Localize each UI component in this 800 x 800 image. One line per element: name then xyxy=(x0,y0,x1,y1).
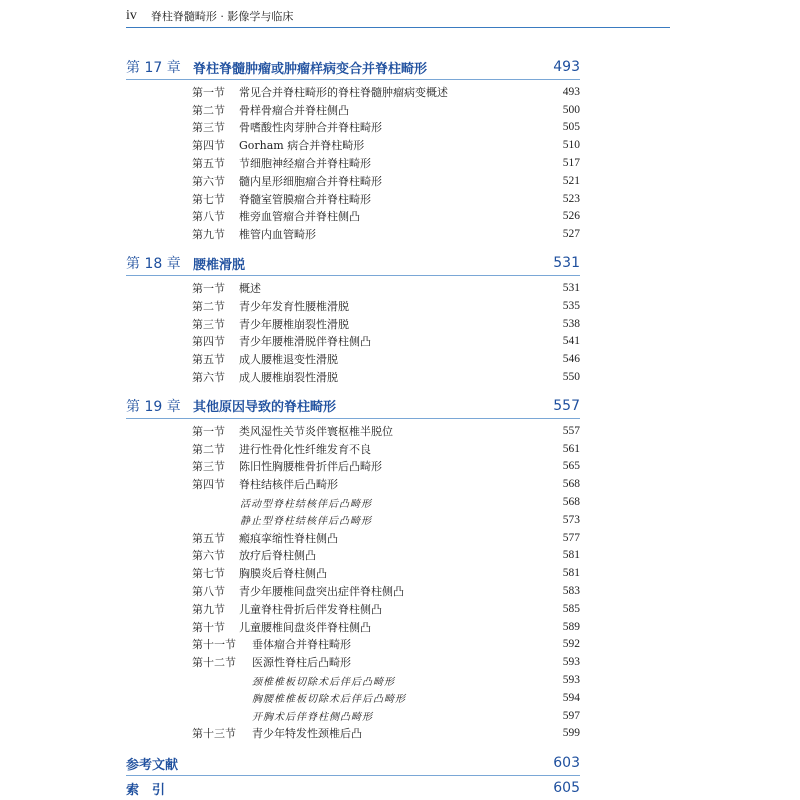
chapter-number: 第 18 章 xyxy=(126,256,181,273)
section-entry[interactable] xyxy=(126,422,580,440)
section-page: 581 xyxy=(562,567,580,580)
section-page: 527 xyxy=(562,228,580,241)
section-number: 第六节 xyxy=(192,371,225,385)
index-heading[interactable] xyxy=(126,776,580,800)
section-page: 565 xyxy=(562,460,580,473)
section-number: 第一节 xyxy=(192,282,225,296)
section-number: 第八节 xyxy=(192,210,225,224)
chapter-number: 第 19 章 xyxy=(126,398,181,415)
section-number: 第九节 xyxy=(192,228,225,242)
subsection-entry[interactable] xyxy=(126,511,580,529)
index-title: 索 引 xyxy=(126,782,166,798)
section-number: 第十三节 xyxy=(192,727,236,741)
section-title: 类风湿性关节炎伴寰枢椎半脱位 xyxy=(239,424,393,438)
section-title: 骨嗜酸性肉芽肿合并脊柱畸形 xyxy=(239,121,382,135)
section-number: 第二节 xyxy=(192,103,225,117)
section-title: 青少年腰椎滑脱伴脊柱侧凸 xyxy=(239,335,371,349)
section-title: 胸膜炎后脊柱侧凸 xyxy=(239,567,327,581)
section-entry[interactable] xyxy=(126,350,580,368)
chapter-number: 第 17 章 xyxy=(126,60,181,76)
section-page: 517 xyxy=(562,157,580,170)
section-page: 583 xyxy=(562,585,580,598)
chapter-heading[interactable] xyxy=(126,252,580,274)
section-number: 第一节 xyxy=(192,85,225,99)
section-title: 青少年特发性颈椎后凸 xyxy=(252,727,362,741)
references-page: 603 xyxy=(553,755,580,772)
section-entry[interactable] xyxy=(126,315,580,333)
section-title: 脊柱结核伴后凸畸形 xyxy=(239,478,338,492)
section-page: 531 xyxy=(562,282,580,295)
section-entry[interactable] xyxy=(126,190,580,208)
subsection-title: 胸腰椎椎板切除术后伴后凸畸形 xyxy=(252,694,406,706)
section-entry[interactable] xyxy=(126,547,580,565)
section-title: 青少年发育性腰椎滑脱 xyxy=(239,299,349,313)
section-number: 第六节 xyxy=(192,549,225,563)
references-title: 参考文献 xyxy=(126,757,179,773)
chapter-page: 531 xyxy=(553,255,580,272)
subsection-entry[interactable] xyxy=(126,707,580,725)
section-number: 第三节 xyxy=(192,317,225,331)
section-page: 526 xyxy=(562,210,580,223)
table-of-contents xyxy=(126,56,580,800)
section-page: 577 xyxy=(562,531,580,544)
section-number: 第九节 xyxy=(192,602,225,616)
chapter-title: 脊柱脊髓肿瘤或肿瘤样病变合并脊柱畸形 xyxy=(193,61,428,77)
subsection-page: 593 xyxy=(562,674,580,686)
section-title: 儿童脊柱骨折后伴发脊柱侧凸 xyxy=(239,602,382,616)
section-number: 第十二节 xyxy=(192,656,236,670)
subsection-page: 594 xyxy=(562,691,580,704)
section-title: 青少年腰椎间盘突出症伴脊柱侧凸 xyxy=(239,585,404,599)
section-page: 546 xyxy=(562,353,580,366)
section-title: Gorham 病合并脊柱畸形 xyxy=(239,139,365,153)
section-page: 592 xyxy=(562,638,580,651)
subsection-page: 573 xyxy=(562,513,580,526)
section-page: 550 xyxy=(562,371,580,384)
chapter-rule xyxy=(126,275,580,276)
section-page: 538 xyxy=(562,317,580,330)
section-page: 593 xyxy=(562,656,580,669)
section-page: 521 xyxy=(562,174,580,187)
section-title: 椎旁血管瘤合并脊柱侧凸 xyxy=(239,210,360,224)
index-page: 605 xyxy=(553,780,580,797)
subsection-entry[interactable] xyxy=(126,671,580,689)
section-page: 541 xyxy=(562,335,580,348)
chapter-rule xyxy=(126,79,580,80)
section-entry[interactable] xyxy=(126,440,580,458)
section-title: 成人腰椎崩裂性滑脱 xyxy=(239,371,338,385)
section-number: 第七节 xyxy=(192,192,225,206)
chapter-rule xyxy=(126,418,580,419)
section-entry[interactable] xyxy=(126,333,580,351)
page-number-roman: iv xyxy=(126,8,137,23)
section-entry[interactable] xyxy=(126,297,580,315)
chapter-heading[interactable] xyxy=(126,56,580,78)
section-page: 510 xyxy=(562,139,580,152)
section-entry[interactable] xyxy=(126,618,580,636)
chapter-title: 其他原因导致的脊柱畸形 xyxy=(193,400,337,416)
section-entry[interactable] xyxy=(126,458,580,476)
section-title: 医源性脊柱后凸畸形 xyxy=(252,656,351,670)
section-title: 椎管内血管畸形 xyxy=(239,228,316,242)
section-title: 节细胞神经瘤合并脊柱畸形 xyxy=(239,157,371,171)
section-entry[interactable] xyxy=(126,529,580,547)
running-header xyxy=(126,6,670,26)
section-title: 常见合并脊柱畸形的脊柱脊髓肿瘤病变概述 xyxy=(239,85,448,99)
section-title: 陈旧性胸腰椎骨折伴后凸畸形 xyxy=(239,460,382,474)
chapter-heading[interactable] xyxy=(126,395,580,417)
references-heading[interactable] xyxy=(126,751,580,775)
section-page: 535 xyxy=(562,299,580,312)
section-number: 第六节 xyxy=(192,174,225,188)
section-title: 垂体瘤合并脊柱畸形 xyxy=(252,638,351,652)
section-page: 561 xyxy=(562,442,580,455)
chapter-title: 腰椎滑脱 xyxy=(193,257,246,273)
section-page: 581 xyxy=(562,549,580,562)
section-number: 第十一节 xyxy=(192,638,236,652)
section-number: 第八节 xyxy=(192,585,225,599)
section-entry[interactable] xyxy=(126,136,580,154)
section-number: 第四节 xyxy=(192,139,225,153)
section-entry[interactable] xyxy=(126,636,580,654)
section-page: 599 xyxy=(562,727,580,740)
subsection-title: 活动型脊柱结核伴后凸畸形 xyxy=(240,498,372,510)
subsection-page: 568 xyxy=(562,496,580,509)
section-title: 成人腰椎退变性滑脱 xyxy=(239,353,338,367)
subsection-entry[interactable] xyxy=(126,493,580,511)
chapter-gap xyxy=(126,243,580,252)
book-title: 脊柱脊髓畸形 · 影像学与临床 xyxy=(150,10,294,23)
chapter-page: 493 xyxy=(553,59,580,75)
section-title: 进行性骨化性纤维发育不良 xyxy=(239,442,371,456)
subsection-entry[interactable] xyxy=(126,689,580,707)
section-entry[interactable] xyxy=(126,101,580,119)
section-number: 第一节 xyxy=(192,424,225,438)
subsection-title: 开胸术后伴脊柱侧凸畸形 xyxy=(252,712,373,724)
section-title: 放疗后脊柱侧凸 xyxy=(239,549,316,563)
section-title: 脊髓室管膜瘤合并脊柱畸形 xyxy=(239,192,371,206)
section-number: 第十节 xyxy=(192,620,225,634)
section-number: 第四节 xyxy=(192,478,225,492)
section-entry[interactable] xyxy=(126,225,580,243)
section-entry[interactable] xyxy=(126,119,580,137)
section-entry[interactable] xyxy=(126,475,580,493)
section-entry[interactable] xyxy=(126,582,580,600)
section-entry[interactable] xyxy=(126,653,580,671)
chapter-gap xyxy=(126,386,580,395)
subsection-page: 597 xyxy=(562,709,580,722)
section-entry[interactable] xyxy=(126,368,580,386)
section-entry[interactable] xyxy=(126,564,580,582)
section-number: 第五节 xyxy=(192,157,225,171)
section-number: 第四节 xyxy=(192,335,225,349)
section-entry[interactable] xyxy=(126,83,580,101)
header-rule xyxy=(126,27,670,28)
section-title: 青少年腰椎崩裂性滑脱 xyxy=(239,317,349,331)
section-entry[interactable] xyxy=(126,172,580,190)
section-number: 第七节 xyxy=(192,567,225,581)
section-title: 髓内星形细胞瘤合并脊柱畸形 xyxy=(239,174,382,188)
section-page: 505 xyxy=(562,121,580,134)
section-entry[interactable] xyxy=(126,600,580,618)
section-number: 第五节 xyxy=(192,353,225,367)
section-page: 523 xyxy=(562,192,580,205)
section-number: 第五节 xyxy=(192,531,225,545)
section-title: 骨样骨瘤合并脊柱侧凸 xyxy=(239,103,349,117)
section-number: 第二节 xyxy=(192,442,225,456)
section-title: 儿童腰椎间盘炎伴脊柱侧凸 xyxy=(239,620,371,634)
subsection-title: 颈椎椎板切除术后伴后凸畸形 xyxy=(252,676,395,688)
section-page: 585 xyxy=(562,602,580,615)
section-page: 589 xyxy=(562,620,580,633)
chapter-page: 557 xyxy=(553,397,580,414)
section-entry[interactable] xyxy=(126,208,580,226)
section-page: 500 xyxy=(562,103,580,116)
section-entry[interactable] xyxy=(126,279,580,297)
section-number: 第三节 xyxy=(192,460,225,474)
subsection-title: 静止型脊柱结核伴后凸畸形 xyxy=(240,516,372,528)
section-page: 557 xyxy=(562,424,580,437)
chapter-gap xyxy=(126,742,580,751)
section-number: 第三节 xyxy=(192,121,225,135)
section-number: 第二节 xyxy=(192,299,225,313)
section-page: 568 xyxy=(562,478,580,491)
section-entry[interactable] xyxy=(126,154,580,172)
section-page: 493 xyxy=(562,85,580,98)
section-entry[interactable] xyxy=(126,725,580,743)
section-title: 瘢痕挛缩性脊柱侧凸 xyxy=(239,531,338,545)
section-title: 概述 xyxy=(239,282,261,296)
